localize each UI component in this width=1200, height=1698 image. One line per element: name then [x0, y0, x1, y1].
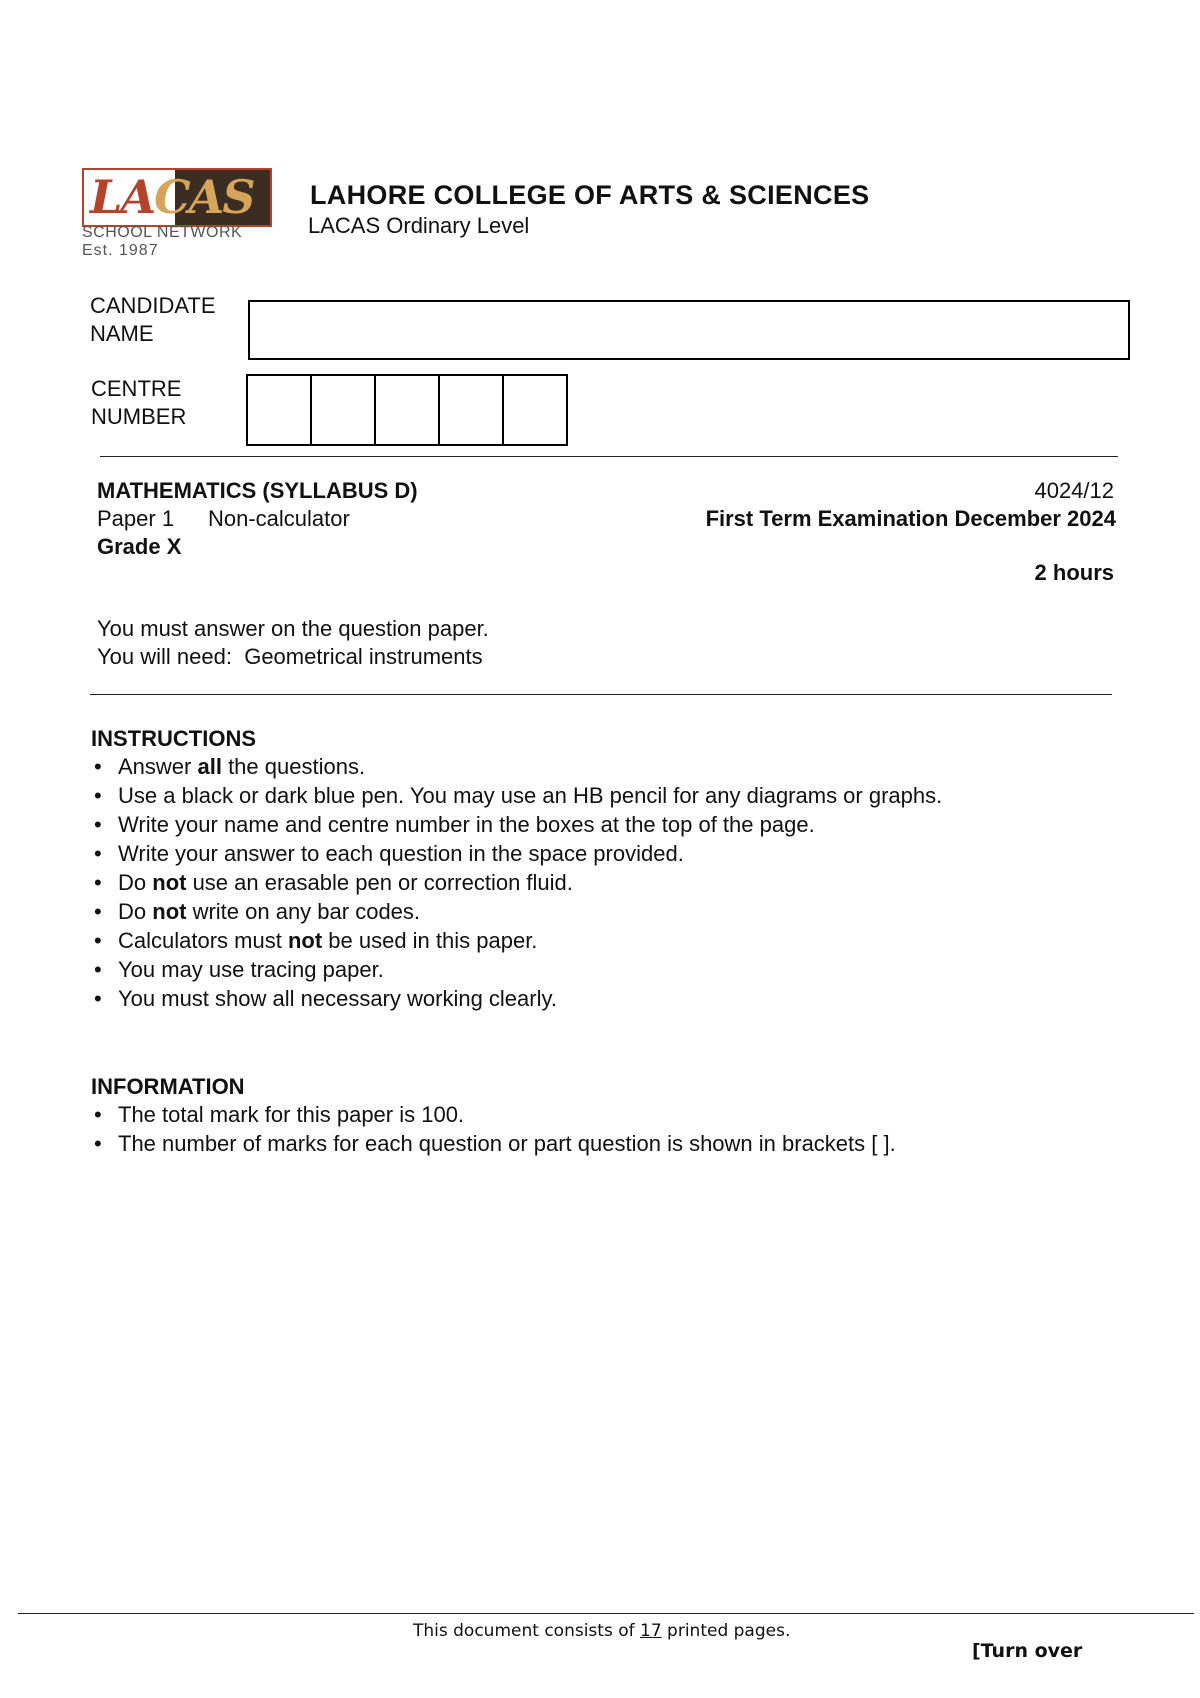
school-logo — [82, 168, 272, 258]
candidate-name-label: CANDIDATE NAME — [90, 293, 216, 346]
list-item: • The number of marks for each question or part question is shown in brackets [ ]. — [92, 1129, 896, 1158]
list-item: • You must show all necessary working clearly. — [92, 984, 942, 1013]
list-item: • Write your name and centre number in the boxes at the top of the page. — [92, 810, 942, 839]
grade: Grade X — [97, 534, 182, 559]
centre-number-cell[interactable] — [312, 376, 376, 444]
centre-number-cell[interactable] — [376, 376, 440, 444]
turn-over: [Turn over — [972, 1640, 1083, 1662]
logo-subtitle: SCHOOL NETWORK — [82, 224, 243, 241]
list-item: • Answer all the questions. — [92, 752, 942, 781]
information-list — [92, 1100, 896, 1158]
school-name: LAHORE COLLEGE OF ARTS & SCIENCES — [310, 180, 870, 210]
subject-title: MATHEMATICS (SYLLABUS D) — [97, 478, 418, 503]
list-item: • You may use tracing paper. — [92, 955, 942, 984]
school-subtitle: LACAS Ordinary Level — [308, 213, 530, 238]
equipment-needed: You will need: Geometrical instruments — [97, 644, 483, 669]
centre-number-boxes — [246, 374, 568, 446]
instructions-title: INSTRUCTIONS — [91, 726, 256, 751]
instructions-list — [92, 752, 942, 1013]
exam-name: First Term Examination December 2024 — [705, 506, 1116, 531]
divider-top — [100, 456, 1118, 457]
information-title: INFORMATION — [91, 1074, 245, 1099]
logo-wordmark: LACAS — [90, 170, 254, 224]
list-item: • Write your answer to each question in the space provided. — [92, 839, 942, 868]
paper-number: Paper 1 — [97, 506, 175, 531]
logo-badge — [82, 168, 272, 227]
list-item: • Use a black or dark blue pen. You may use an HB pencil for any diagrams or graphs. — [92, 781, 942, 810]
paper-code: 4024/12 — [1034, 478, 1114, 503]
page-count-note: This document consists of 17 printed pages. — [413, 1621, 791, 1641]
footer-divider — [18, 1613, 1194, 1614]
duration: 2 hours — [1034, 560, 1114, 585]
paper-type: Non-calculator — [208, 506, 350, 531]
centre-number-label: CENTRE NUMBER — [91, 376, 187, 429]
list-item: • Do not write on any bar codes. — [92, 897, 942, 926]
centre-number-cell[interactable] — [248, 376, 312, 444]
logo-established: Est. 1987 — [82, 242, 159, 259]
answer-note: You must answer on the question paper. — [97, 616, 489, 641]
candidate-name-box[interactable] — [248, 300, 1130, 360]
centre-number-cell[interactable] — [440, 376, 504, 444]
centre-number-cell[interactable] — [504, 376, 566, 444]
divider-middle — [90, 694, 1112, 695]
list-item: • Do not use an erasable pen or correction fluid. — [92, 868, 942, 897]
list-item: • The total mark for this paper is 100. — [92, 1100, 896, 1129]
list-item: • Calculators must not be used in this paper. — [92, 926, 942, 955]
